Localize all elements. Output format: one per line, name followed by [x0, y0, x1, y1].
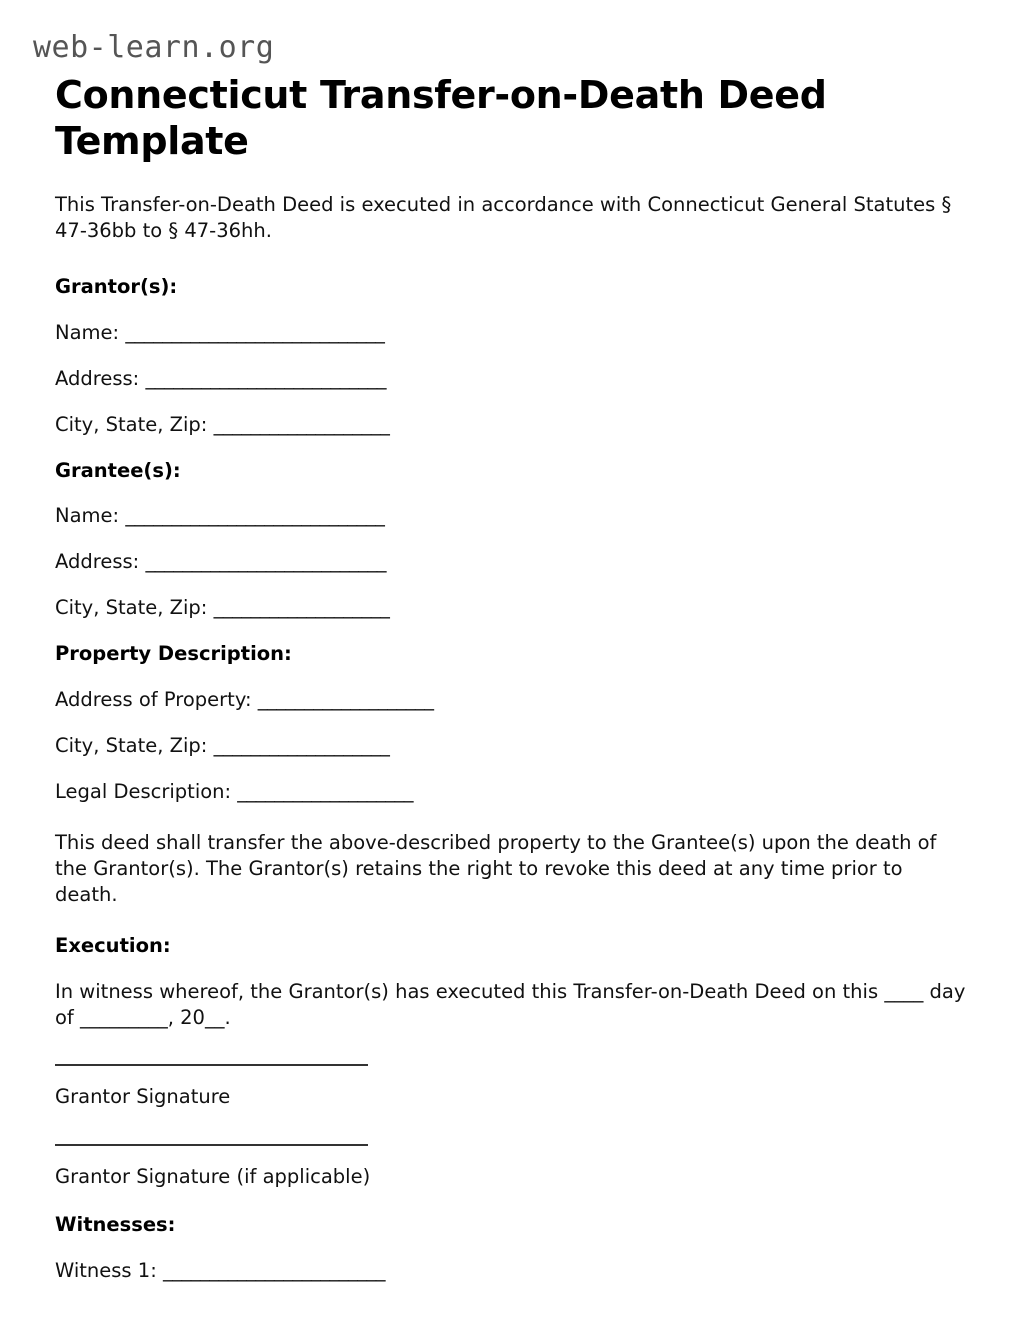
field-label: Witness 1:: [55, 1259, 157, 1283]
field-label: City, State, Zip:: [55, 412, 208, 436]
field-legal-description: [55, 779, 970, 805]
field-witness-1: [55, 1258, 970, 1284]
field-label: Address of Property:: [55, 688, 252, 712]
spacer: [55, 392, 970, 412]
field-grantee-name: [55, 503, 970, 529]
section-heading-witnesses: Witnesses:: [55, 1213, 176, 1237]
spacer: [55, 1066, 970, 1084]
spacer: [55, 346, 970, 366]
section-heading-execution: Execution:: [55, 933, 171, 957]
spacer: [55, 713, 970, 733]
page-title: Connecticut Transfer-on-Death Deed Template: [55, 73, 827, 164]
field-blank[interactable]: __________________________: [145, 366, 386, 390]
spacer: [55, 483, 970, 503]
field-grantee-address: [55, 549, 970, 575]
field-grantor-address: [55, 366, 970, 392]
spacer: [55, 575, 970, 595]
spacer: [55, 1030, 970, 1064]
field-blank[interactable]: ___________________: [213, 596, 390, 620]
signature-label-grantor-secondary: Grantor Signature (if applicable): [55, 1165, 371, 1189]
field-property-city-state-zip: [55, 733, 970, 759]
field-blank[interactable]: ___________________: [237, 779, 414, 803]
field-label: City, State, Zip:: [55, 734, 208, 758]
document-body: [55, 192, 970, 1284]
execution-clause-paragraph: In witness whereof, the Grantor(s) has executed this Transfer-on-Death Deed on this ____ day of _________, 20__.: [55, 979, 966, 1029]
field-label: Legal Description:: [55, 779, 232, 803]
field-grantor-city-state-zip: [55, 412, 970, 438]
field-blank[interactable]: ___________________: [257, 688, 434, 712]
section-heading-property-description: Property Description:: [55, 642, 292, 666]
site-watermark: web-learn.org: [33, 30, 275, 65]
spacer: [55, 621, 970, 641]
field-blank[interactable]: ___________________: [213, 412, 390, 436]
spacer: [55, 1110, 970, 1144]
field-blank[interactable]: ________________________: [162, 1259, 385, 1283]
spacer: [55, 529, 970, 549]
spacer: [55, 667, 970, 687]
field-label: Address:: [55, 550, 140, 574]
field-label: Name:: [55, 504, 120, 528]
field-label: Address:: [55, 366, 140, 390]
section-heading-grantee: Grantee(s):: [55, 458, 181, 482]
spacer: [55, 1238, 970, 1258]
spacer: [55, 759, 970, 779]
spacer: [55, 300, 970, 320]
spacer: [55, 959, 970, 979]
field-grantor-name: [55, 320, 970, 346]
field-label: City, State, Zip:: [55, 596, 208, 620]
intro-paragraph: This Transfer-on-Death Deed is executed in accordance with Connecticut General Statutes § 47-36bb to § 47-36hh.: [55, 193, 952, 242]
section-heading-grantor: Grantor(s):: [55, 274, 178, 298]
transfer-clause-paragraph: This deed shall transfer the above-described property to the Grantee(s) upon the death of the Grantor(s). The Grantor(s) retains the right to revoke this deed at any time prior to death.: [55, 830, 937, 906]
signature-label-grantor: Grantor Signature: [55, 1085, 231, 1109]
spacer: [55, 1190, 970, 1212]
field-grantee-city-state-zip: [55, 595, 970, 621]
field-label: Name:: [55, 320, 120, 344]
field-blank[interactable]: ___________________: [213, 734, 390, 758]
spacer: [55, 1146, 970, 1164]
field-property-address: [55, 687, 970, 713]
spacer: [55, 805, 970, 830]
spacer: [55, 244, 970, 274]
field-blank[interactable]: ____________________________: [125, 504, 385, 528]
field-blank[interactable]: __________________________: [145, 550, 386, 574]
spacer: [55, 908, 970, 933]
spacer: [55, 438, 970, 458]
field-blank[interactable]: ____________________________: [125, 320, 385, 344]
